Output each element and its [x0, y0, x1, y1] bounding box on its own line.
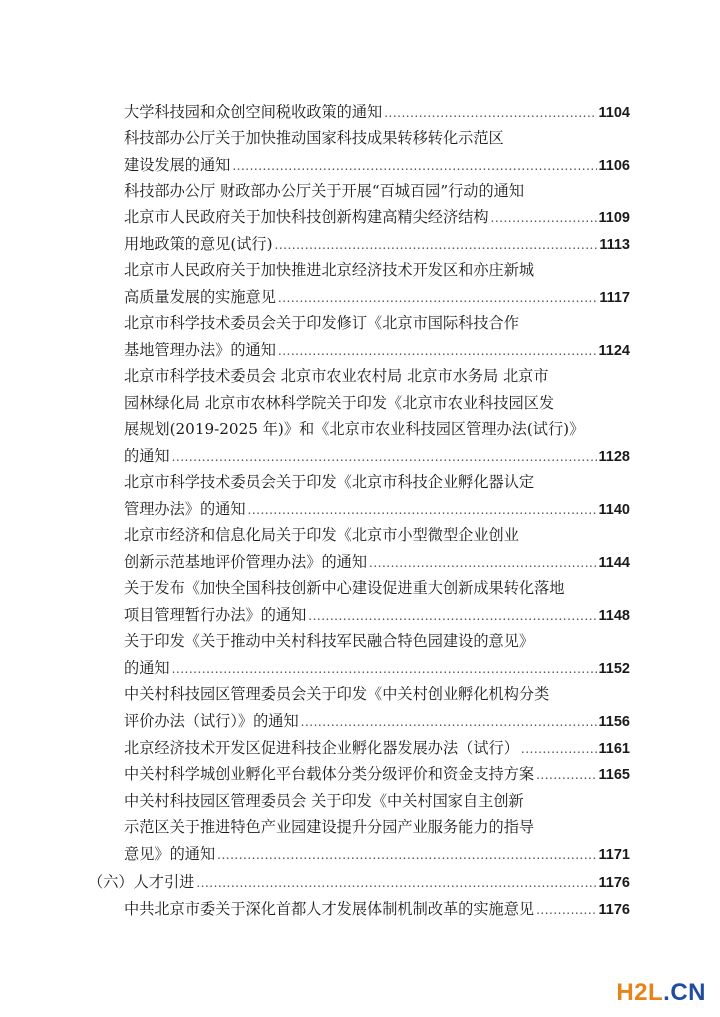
toc-leader-dots — [301, 711, 597, 732]
toc-entry-text: （六）人才引进 — [88, 873, 195, 891]
toc-entry — [124, 154, 630, 176]
toc-entry — [124, 737, 630, 759]
toc-entry — [124, 418, 630, 440]
toc-page-number: 1144 — [598, 555, 630, 571]
toc-entry — [124, 233, 630, 255]
toc-page-number: 1148 — [598, 608, 630, 624]
toc-page-number: 1117 — [599, 290, 630, 306]
toc-entry — [124, 392, 630, 414]
site-watermark-logo — [616, 979, 706, 1007]
toc-leader-dots — [248, 499, 597, 520]
toc-page-number: 1124 — [598, 343, 630, 359]
toc-leader-dots — [278, 340, 597, 361]
toc-leader-dots — [278, 287, 597, 308]
toc-entry — [124, 180, 630, 202]
toc-leader-dots — [308, 605, 596, 626]
toc-page-number: 1161 — [598, 741, 630, 757]
toc-page-number: 1140 — [598, 502, 630, 518]
toc-entry — [124, 683, 630, 705]
toc-entry-text: 北京市人民政府关于加快科技创新构建高精尖经济结构 — [124, 208, 489, 226]
toc-entry — [124, 551, 630, 573]
toc-entry-text: 北京市科学技术委员会 北京市农业农村局 北京市水务局 北京市 — [124, 367, 549, 385]
toc-entry-text: 的通知 — [124, 447, 170, 465]
toc-leader-dots — [536, 764, 596, 785]
toc-leader-dots — [536, 899, 596, 920]
toc-entry — [124, 471, 630, 493]
toc-entry-text: 项目管理暂行办法》的通知 — [124, 606, 307, 624]
toc-page-number: 1109 — [598, 210, 630, 226]
toc-leader-dots — [172, 446, 597, 467]
toc-leader-dots — [521, 738, 597, 759]
toc-entry-text: 基地管理办法》的通知 — [124, 341, 276, 359]
toc-entry-text: 中关村科学城创业孵化平台载体分类分级评价和资金支持方案 — [124, 765, 535, 783]
toc-entry — [124, 790, 630, 812]
toc-page-number: 1152 — [598, 661, 630, 677]
toc-entry-text: 高质量发展的实施意见 — [124, 288, 276, 306]
toc-entry — [124, 259, 630, 281]
toc-page-number: 1106 — [598, 158, 630, 174]
toc-entry-text: 中关村科技园区管理委员会 关于印发《中关村国家自主创新 — [124, 792, 524, 810]
toc-entry — [124, 604, 630, 626]
toc-entry-text: 管理办法》的通知 — [124, 500, 246, 518]
toc-entry — [124, 630, 630, 652]
toc-entry-text: 科技部办公厅关于加快推动国家科技成果转移转化示范区 — [124, 129, 504, 147]
toc-entry — [124, 898, 630, 920]
toc-page-number: 1128 — [598, 449, 630, 465]
toc-entry — [124, 710, 630, 732]
toc-entry-text: 科技部办公厅 财政部办公厅关于开展“百城百园”行动的通知 — [124, 182, 525, 200]
toc-entry — [124, 312, 630, 334]
toc-leader-dots — [232, 155, 596, 176]
toc-page-number: 1171 — [598, 847, 630, 863]
toc-entry-text: 大学科技园和众创空间税收政策的通知 — [124, 103, 383, 121]
toc-entry-text: 北京经济技术开发区促进科技企业孵化器发展办法（试行） — [124, 739, 519, 757]
toc-section-heading — [88, 871, 630, 893]
toc-entry-text: 中关村科技园区管理委员会关于印发《中关村创业孵化机构分类 — [124, 685, 550, 703]
toc-entry-text: 的通知 — [124, 659, 170, 677]
toc-entry — [124, 206, 630, 228]
toc-entry — [124, 339, 630, 361]
toc-entry-text: 园林绿化局 北京市农林科学院关于印发《北京市农业科技园区发 — [124, 394, 555, 412]
toc-entry-text: 关于发布《加快全国科技创新中心建设促进重大创新成果转化落地 — [124, 579, 565, 597]
toc-entry — [124, 101, 630, 123]
toc-entry — [124, 816, 630, 838]
toc-entry — [124, 843, 630, 865]
toc-page-number: 1156 — [598, 714, 630, 730]
toc-entry — [124, 577, 630, 599]
toc-entry-text: 展规划(2019-2025 年)》和《北京市农业科技园区管理办法(试行)》 — [124, 420, 585, 438]
toc-leader-dots — [384, 102, 596, 123]
toc-entry — [124, 657, 630, 679]
toc-entry — [124, 365, 630, 387]
toc-entry-text: 中共北京市委关于深化首都人才发展体制机制改革的实施意见 — [124, 900, 535, 918]
toc-entry — [124, 445, 630, 467]
toc-entry-text: 北京市科学技术委员会关于印发《北京市科技企业孵化器认定 — [124, 473, 535, 491]
toc-entry — [124, 127, 630, 149]
watermark-part-1: H2L — [616, 979, 664, 1006]
watermark-part-2: .CN — [663, 979, 706, 1006]
toc-leader-dots — [491, 207, 597, 228]
toc-entry-text: 关于印发《关于推动中关村科技军民融合特色园建设的意见》 — [124, 632, 535, 650]
toc-entry-text: 建设发展的通知 — [124, 156, 231, 174]
toc-entry-text: 北京市经济和信息化局关于印发《北京市小型微型企业创业 — [124, 526, 519, 544]
toc-leader-dots — [172, 658, 597, 679]
toc-leader-dots — [196, 872, 596, 893]
toc-page-number: 1176 — [598, 902, 630, 918]
toc-page-number: 1165 — [598, 767, 630, 783]
toc-entry-text: 评价办法（试行）》的通知 — [124, 712, 299, 730]
toc-entry-text: 北京市人民政府关于加快推进北京经济技术开发区和亦庄新城 — [124, 261, 535, 279]
toc-entry — [124, 524, 630, 546]
toc-entry-text: 用地政策的意见(试行) — [124, 235, 273, 253]
toc-page-number: 1104 — [598, 105, 630, 121]
toc-leader-dots — [275, 234, 598, 255]
toc-entry-text: 意见》的通知 — [124, 845, 216, 863]
toc-page-number: 1113 — [599, 237, 630, 253]
toc-entry — [124, 498, 630, 520]
toc-entry-text: 创新示范基地评价管理办法》的通知 — [124, 553, 367, 571]
toc-entry — [124, 763, 630, 785]
toc-entry — [124, 286, 630, 308]
toc-entry-text: 示范区关于推进特色产业园建设提升分园产业服务能力的指导 — [124, 818, 535, 836]
toc-entry-text: 北京市科学技术委员会关于印发修订《北京市国际科技合作 — [124, 314, 519, 332]
toc-leader-dots — [217, 844, 596, 865]
toc-page-number: 1176 — [598, 875, 630, 891]
toc-leader-dots — [369, 552, 597, 573]
